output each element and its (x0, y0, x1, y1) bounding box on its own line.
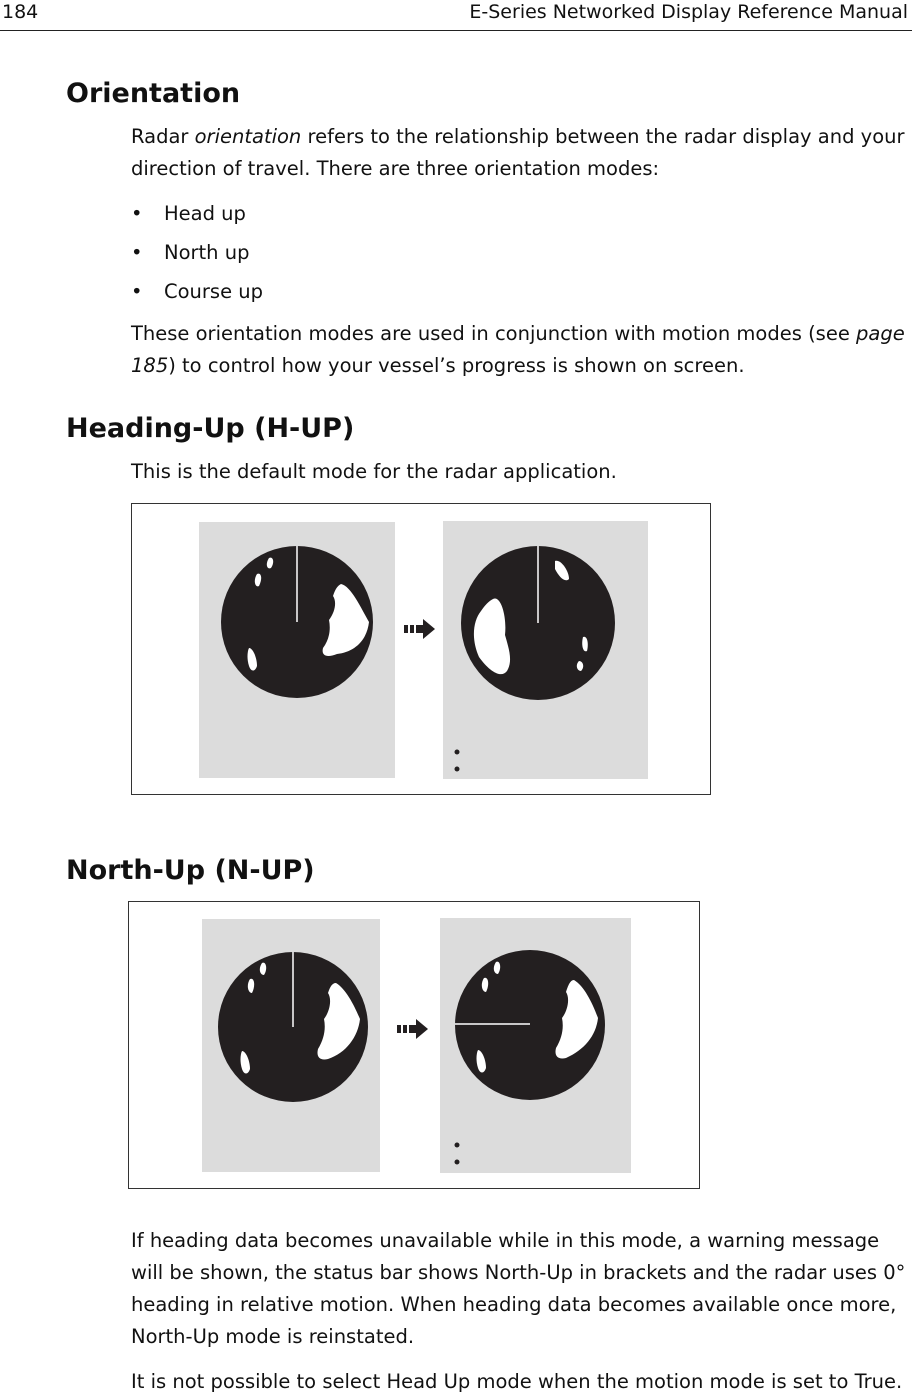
heading-up-figure (131, 503, 711, 795)
radar-panel-after (443, 521, 648, 779)
north-up-heading: North-Up (N-UP) (66, 855, 315, 886)
mode-list-item: • North up (131, 241, 250, 264)
manual-title: E-Series Networked Display Reference Manual (469, 1, 908, 23)
page-header (0, 0, 912, 31)
radar-screen-icon (443, 521, 648, 779)
radar-panel-before (202, 919, 380, 1172)
radar-panel-after (440, 918, 631, 1173)
north-up-para-2: It is not possible to select Head Up mode when the motion mode is set to True. (131, 1370, 903, 1393)
arrow-icon (404, 619, 436, 639)
orientation-intro: Radar orientation refers to the relationship between the radar display and your direction of travel. There are three orientation modes: (131, 125, 905, 180)
north-up-para-1: If heading data becomes unavailable while in this mode, a warning message will be shown, the status bar shows North-Up in brackets and the radar uses 0° heading in relative motion. When heading data becomes available once more, North-Up mode is reinstated. (131, 1229, 906, 1348)
north-up-figure (128, 901, 700, 1189)
radar-panel-before (199, 522, 395, 778)
page-link[interactable]: page 185 (131, 322, 905, 377)
page-number: 184 (2, 1, 39, 23)
radar-screen-icon (440, 918, 631, 1173)
heading-up-text: This is the default mode for the radar application. (131, 460, 617, 483)
orientation-conjunction: These orientation modes are used in conjunction with motion modes (see page 185) to control how your vessel’s progress is shown on screen. (131, 322, 905, 377)
radar-screen-icon (202, 919, 380, 1172)
orientation-heading: Orientation (66, 78, 241, 109)
radar-screen-icon (199, 522, 395, 778)
heading-up-heading: Heading-Up (H-UP) (66, 413, 355, 444)
mode-list-item: • Head up (131, 202, 246, 225)
mode-list-item: • Course up (131, 280, 264, 303)
orientation-term: orientation (194, 125, 302, 148)
arrow-icon (397, 1019, 429, 1039)
